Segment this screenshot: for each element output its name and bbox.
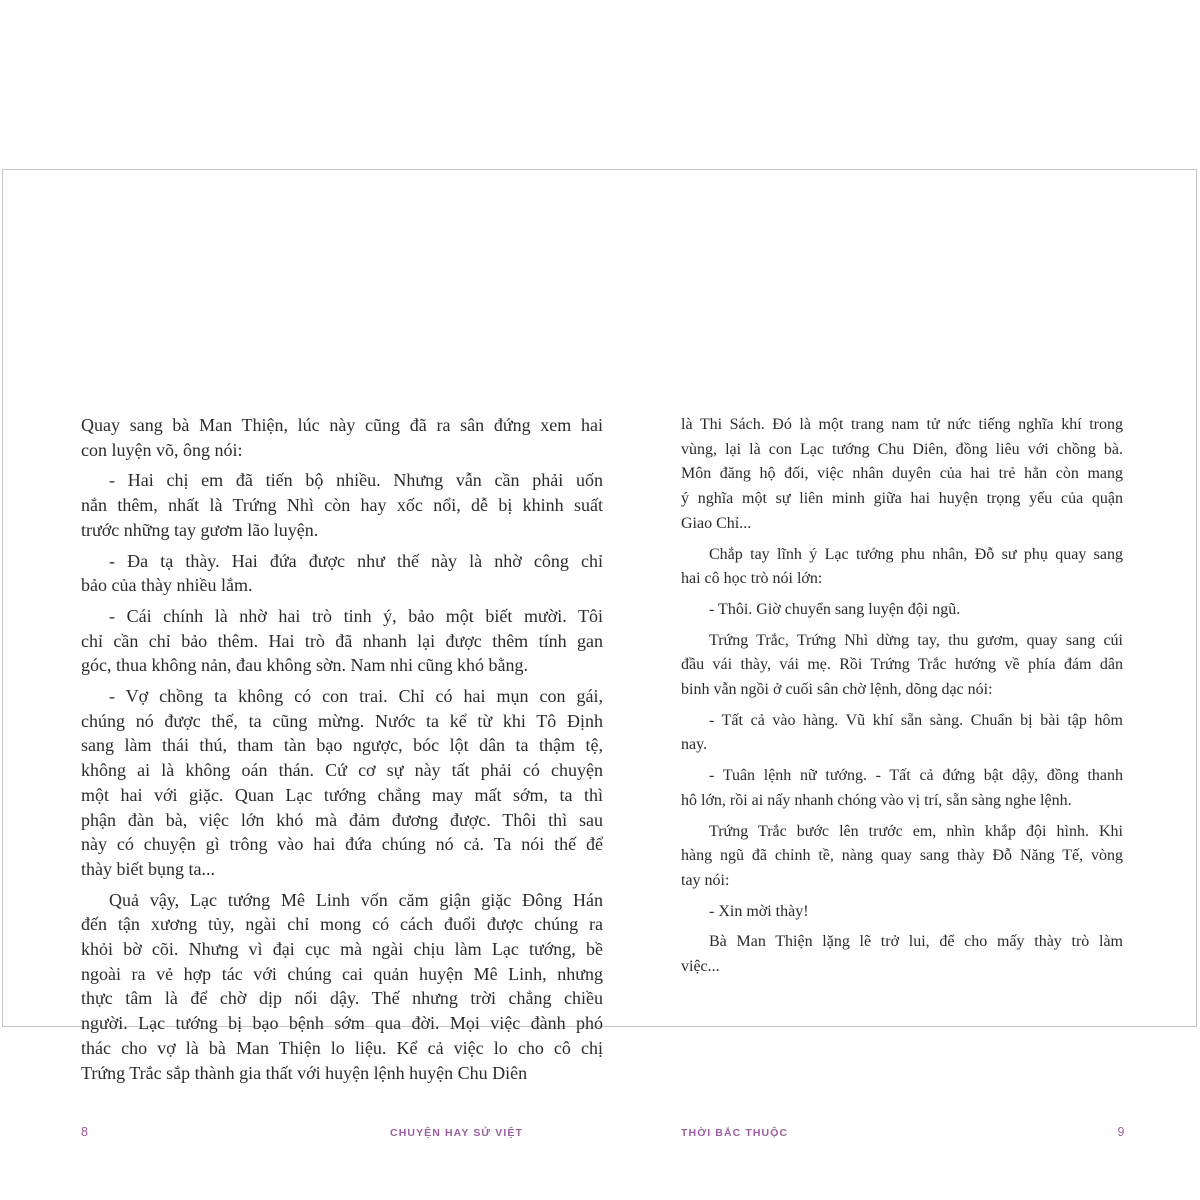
- paragraph: [681, 598, 1123, 623]
- left-page-footer: [81, 1125, 523, 1139]
- text-line: sang làm thái thú, tham tàn bạo ngược, bóc lột dân ta thậm tệ,: [81, 735, 603, 756]
- text-line: người. Lạc tướng bị bạo bệnh sớm qua đời. Mọi việc đành phó: [81, 1013, 603, 1034]
- paragraph: [81, 549, 603, 598]
- text-line: - Tuân lệnh nữ tướng. - Tất cả đứng bật dậy, đồng thanh: [709, 767, 1123, 785]
- paragraph: [681, 900, 1123, 925]
- text-line: thày biết bụng ta...: [81, 858, 215, 879]
- paragraph: [681, 413, 1123, 537]
- paragraph: [681, 709, 1123, 758]
- text-line: hàng ngũ đã chỉnh tề, nàng quay sang thày Đỗ Năng Tế, vòng: [681, 847, 1123, 865]
- text-line: thác cho vợ là bà Man Thiện lo liệu. Kể cả việc lo cho cô chị: [81, 1037, 603, 1058]
- text-line: - Cái chính là nhờ hai trò tinh ý, bảo một biết mười. Tôi: [109, 605, 603, 626]
- text-line: khỏi bờ cõi. Nhưng vì đại cục mà ngài chịu làm Lạc tướng, bề: [81, 939, 603, 960]
- text-line: con luyện võ, ông nói:: [81, 439, 243, 460]
- text-line: Trứng Trắc, Trứng Nhì dừng tay, thu gươm, quay sang cúi: [709, 631, 1123, 649]
- section-running-title: THỜI BẮC THUỘC: [681, 1127, 789, 1139]
- text-line: phận đàn bà, việc lớn khó mà đảm đương được. Thôi thì sau: [81, 809, 603, 830]
- text-line: Bà Man Thiện lặng lẽ trở lui, để cho mấy thày trò làm: [709, 933, 1123, 951]
- text-line: không ai là không oán thán. Cứ cơ sự này tất phải có chuyện: [81, 760, 603, 781]
- text-line: hai cô học trò nói lớn:: [681, 570, 823, 588]
- text-line: này có chuyện gì trông vào hai đứa chúng nó cả. Ta nói thế để: [81, 834, 603, 855]
- right-page-footer: [681, 1125, 1125, 1139]
- text-line: binh vẫn ngồi ở cuối sân chờ lệnh, dõng dạc nói:: [681, 681, 993, 699]
- text-line: Trứng Trắc bước lên trước em, nhìn khắp đội hình. Khi: [709, 822, 1123, 840]
- text-line: Giao Chỉ...: [681, 514, 752, 532]
- text-line: một hai với giặc. Quan Lạc tướng chẳng may mất sớm, ta thì: [81, 784, 603, 805]
- text-line: Môn đăng hộ đối, việc nhân duyên của hai trẻ hẳn còn mang: [681, 465, 1123, 483]
- text-line: thực tâm là để chờ dịp nổi dậy. Thế nhưng trời chẳng chiều: [81, 988, 603, 1009]
- paragraph: [681, 543, 1123, 592]
- paragraph: [81, 888, 603, 1086]
- left-page-number: 8: [81, 1125, 89, 1139]
- text-line: hô lớn, rồi ai nấy nhanh chóng vào vị trí, sẵn sàng nghe lệnh.: [681, 791, 1072, 809]
- text-line: - Xin mời thày!: [709, 902, 809, 920]
- book-running-title: CHUYỆN HAY SỬ VIỆT: [390, 1127, 523, 1139]
- text-line: trước những tay gươm lão luyện.: [81, 519, 319, 540]
- text-line: chỉ cần chỉ bảo thêm. Hai trò đã nhanh lại được thêm tính gan: [81, 630, 603, 651]
- text-line: - Vợ chồng ta không có con trai. Chỉ có hai mụn con gái,: [109, 686, 603, 707]
- paragraph: [81, 468, 603, 542]
- text-line: - Tất cả vào hàng. Vũ khí sẵn sàng. Chuẩn bị bài tập hôm: [709, 711, 1123, 729]
- text-line: là Thi Sách. Đó là một trang nam tử nức tiếng nghĩa khí trong: [681, 416, 1123, 433]
- text-line: ý nghĩa một sự liên minh giữa hai huyện trọng yếu của quận: [681, 490, 1123, 508]
- text-line: góc, thua không nản, đau không sờn. Nam nhi cũng khó bằng.: [81, 655, 528, 676]
- text-line: - Đa tạ thày. Hai đứa được như thế này là nhờ công chỉ: [109, 550, 603, 571]
- paragraph: [81, 413, 603, 462]
- paragraph: [81, 684, 603, 882]
- book-spread: [2, 169, 1197, 1139]
- text-line: Trứng Trắc sắp thành gia thất với huyện lệnh huyện Chu Diên: [81, 1062, 528, 1083]
- text-line: Quay sang bà Man Thiện, lúc này cũng đã ra sân đứng xem hai: [81, 415, 603, 435]
- text-line: bảo của thày nhiều lắm.: [81, 575, 253, 596]
- text-line: vùng, lại là con Lạc tướng Chu Diên, đồng liêu với chồng bà.: [681, 440, 1123, 458]
- paragraph: [81, 604, 603, 678]
- paragraph: [681, 930, 1123, 979]
- text-line: Chắp tay lĩnh ý Lạc tướng phu nhân, Đỗ sư phụ quay sang: [709, 545, 1123, 563]
- text-line: việc...: [681, 958, 720, 976]
- text-line: tay nói:: [681, 871, 730, 889]
- text-line: ngoài ra vẻ hợp tác với chúng cai quản huyện Mê Linh, nhưng: [81, 963, 603, 984]
- paragraph: [681, 820, 1123, 894]
- right-page-text-column: [681, 413, 1123, 980]
- right-page-number: 9: [1117, 1125, 1125, 1139]
- paragraph: [681, 629, 1123, 703]
- text-line: đầu vái thày, vái mẹ. Rồi Trứng Trắc hướng về phía đám dân: [681, 656, 1123, 674]
- text-line: nắn thêm, nhất là Trứng Nhì còn hay xốc nổi, dễ bị khinh suất: [81, 495, 603, 516]
- paragraph: [681, 764, 1123, 813]
- text-line: - Thôi. Giờ chuyển sang luyện đội ngũ.: [709, 600, 961, 618]
- text-line: chúng nó được thế, ta cũng mừng. Nước ta kể từ khi Tô Định: [81, 710, 603, 731]
- text-line: Quả vậy, Lạc tướng Mê Linh vốn căm giận giặc Đông Hán: [109, 889, 603, 910]
- left-page-text-column: [81, 413, 603, 1085]
- text-line: đến tận xương tủy, ngài chỉ mong có cách đuổi được chúng ra: [81, 914, 603, 935]
- text-line: nay.: [681, 736, 708, 754]
- text-line: - Hai chị em đã tiến bộ nhiều. Nhưng vẫn cần phải uốn: [109, 470, 603, 491]
